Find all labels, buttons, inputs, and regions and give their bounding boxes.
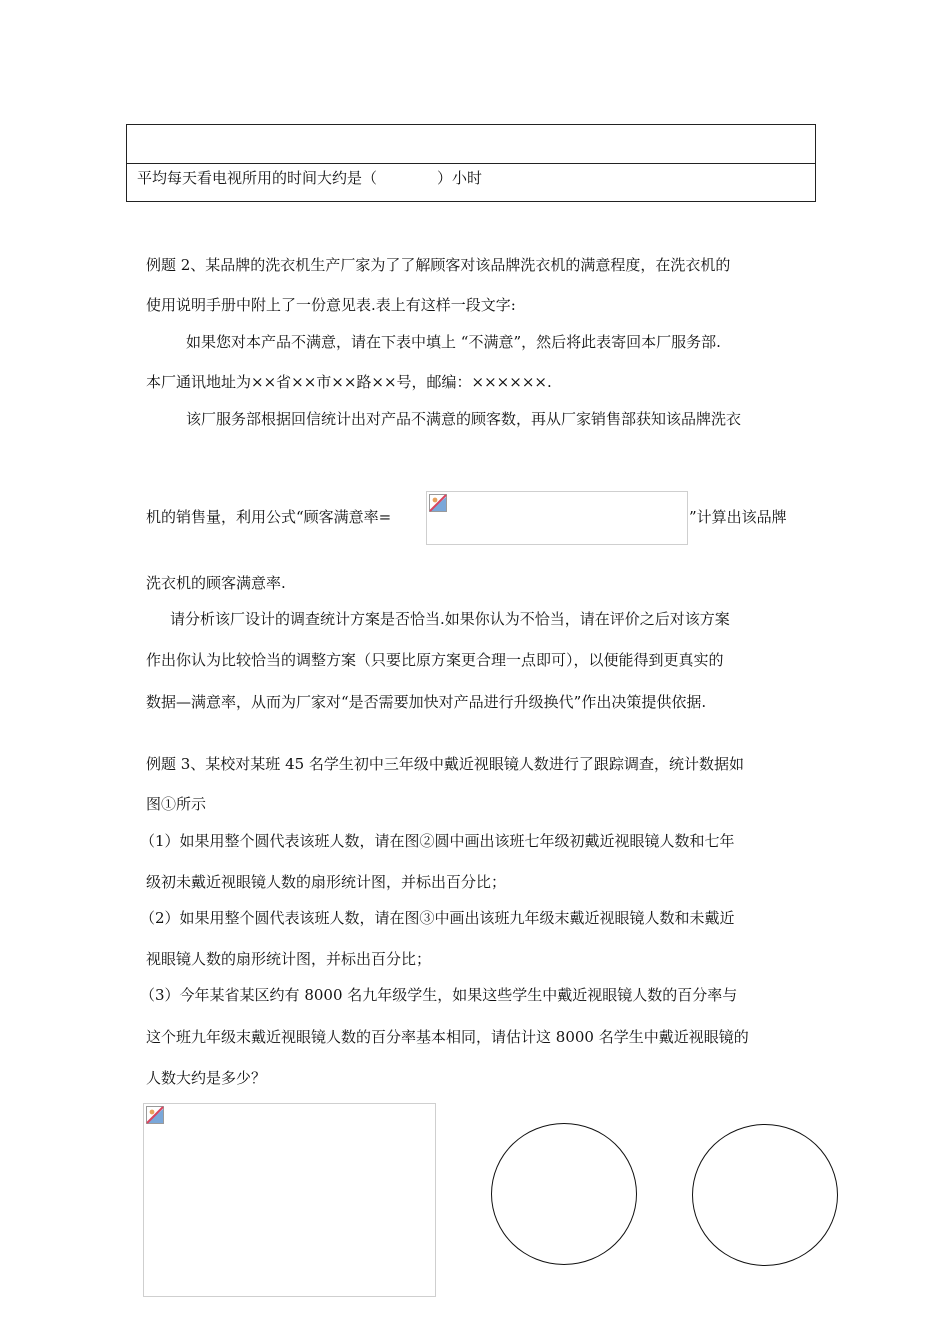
broken-image-icon xyxy=(146,1106,164,1124)
table-row-tv-time: 平均每天看电视所用的时间大约是（ ）小时 xyxy=(137,169,483,187)
figure1-image xyxy=(143,1103,436,1297)
example2-line5: 该厂服务部根据回信统计出对产品不满意的顾客数，再从厂家销售部获知该品牌洗衣 xyxy=(186,410,742,428)
example3-question3-line1: （3）今年某省某区约有 8000 名九年级学生，如果这些学生中戴近视眼镜人数的百分率与 xyxy=(140,986,738,1004)
example2-line6-end: ”计算出该品牌 xyxy=(689,508,787,526)
example2-line1: 例题 2、某品牌的洗衣机生产厂家为了了解顾客对该品牌洗衣机的满意程度，在洗衣机的 xyxy=(146,256,731,274)
example2-line4: 本厂通讯地址为××省××市××路××号，邮编：××××××. xyxy=(146,373,552,391)
example3-line2: 图①所示 xyxy=(146,795,207,813)
example3-question1-line1: （1）如果用整个圆代表该班人数，请在图②圆中画出该班七年级初戴近视眼镜人数和七年 xyxy=(140,832,735,850)
figure3-circle xyxy=(692,1124,838,1266)
example2-line2: 使用说明手册中附上了一份意见表.表上有这样一段文字: xyxy=(146,296,516,314)
example2-line3: 如果您对本产品不满意，请在下表中填上 “不满意”，然后将此表寄回本厂服务部. xyxy=(186,333,721,351)
example2-line8: 请分析该厂设计的调查统计方案是否恰当.如果你认为不恰当，请在评价之后对该方案 xyxy=(170,610,730,628)
example3-question3-line2: 这个班九年级末戴近视眼镜人数的百分率基本相同，请估计这 8000 名学生中戴近视眼镜的 xyxy=(146,1028,749,1046)
example3-question1-line2: 级初未戴近视眼镜人数的扇形统计图，并标出百分比； xyxy=(146,873,507,891)
example3-line1: 例题 3、某校对某班 45 名学生初中三年级中戴近视眼镜人数进行了跟踪调查，统计数据如 xyxy=(146,755,744,773)
example2-line10: 数据—满意率，从而为厂家对“是否需要加快对产品进行升级换代”作出决策提供依据. xyxy=(146,693,707,711)
example3-question2-line1: （2）如果用整个圆代表该班人数，请在图③中画出该班九年级末戴近视眼镜人数和未戴近 xyxy=(140,909,735,927)
figure2-circle xyxy=(491,1123,637,1265)
table-row-divider xyxy=(127,163,815,164)
example2-line6-start: 机的销售量，利用公式“顾客满意率= xyxy=(146,508,392,526)
formula-image xyxy=(426,491,688,545)
example3-question3-line3: 人数大约是多少？ xyxy=(146,1069,267,1087)
example2-line9: 作出你认为比较恰当的调整方案（只要比原方案更合理一点即可），以便能得到更真实的 xyxy=(146,651,724,669)
example3-question2-line2: 视眼镜人数的扇形统计图，并标出百分比； xyxy=(146,950,432,968)
broken-image-icon xyxy=(429,494,447,512)
survey-table xyxy=(126,124,816,202)
example2-line7: 洗衣机的顾客满意率. xyxy=(146,574,286,592)
